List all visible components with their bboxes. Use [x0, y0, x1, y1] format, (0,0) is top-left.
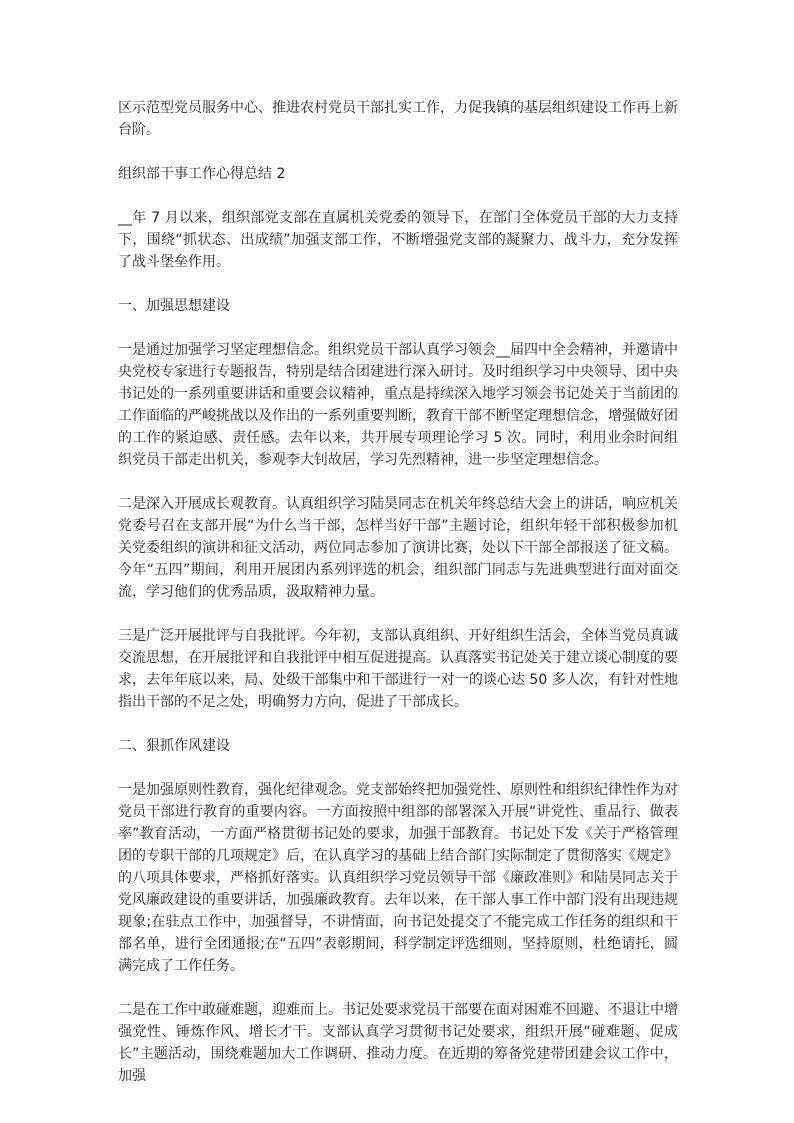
section-title: 组织部干事工作心得总结 2 — [118, 166, 286, 182]
style-paragraph-1: 一是加强原则性教育，强化纪律观念。党支部始终把加强党性、原则性和组织纪律性作为对党员干部进行教育的重要内容。一方面按照中组部的部署深入开展“讲党性、重品行、做表率”教育活动，一方面严格贯彻书记处的要求，加强干部教育。书记处下发《关于严格管理团的专职干部的几项规定》后，在认真学习的基础上结合部门实际制定了贯彻落实《规定》的八项具体要求，严格抓好落实。认真组织学习党员领导干部《廉政准则》和陆昊同志关于党风廉政建设的重要讲话，加强廉政教育。去年以来，在干部人事工作中部门没有出现违规现象;在驻点工作中，加强督导，不讲情面，向书记处提交了不能完成工作任务的组织和干部名单，进行全团通报;在“五四”表彰期间，科学制定评选细则，坚持原则，杜绝请托，圆满完成了工作任务。 — [118, 782, 678, 974]
ideology-paragraph-3: 三是广泛开展批评与自我批评。今年初，支部认真组织、开好组织生活会，全体当党员真诚交流思想，在开展批评和自我批评中相互促进提高。认真落实书记处关于建立谈心制度的要求，去年年底以来，局、处级干部集中和干部进行一对一的谈心达 50 多人次，有针对性地指出干部的不足之处，明确努力方向，促进了干部成长。 — [118, 628, 678, 710]
style-paragraph-2: 二是在工作中敢碰难题，迎难而上。书记处要求党员干部要在面对困难不回避、不退让中增强党性、锤炼作风、增长才干。支部认真学习贯彻书记处要求，组织开展“碰难题、促成长”主题活动，围绕难题加大工作调研、推动力度。在近期的筹备党建带团建会议工作中，加强 — [118, 1002, 678, 1084]
intro-paragraph: 区示范型党员服务中心、推进农村党员干部扎实工作，力促我镇的基层组织建设工作再上新台阶。 — [118, 100, 678, 138]
section-heading-ideology: 一、加强思想建设 — [118, 298, 230, 314]
summary-paragraph: __年 7 月以来，组织部党支部在直属机关党委的领导下，在部门全体党员干部的大力支持下，围绕“抓状态、出成绩”加强支部工作，不断增强党支部的凝聚力、战斗力，充分发挥了战斗堡垒作用。 — [118, 210, 678, 270]
ideology-paragraph-1: 一是通过加强学习坚定理想信念。组织党员干部认真学习领会__届四中全会精神，并邀请中央党校专家进行专题报告，特别是结合团建进行深入研讨。及时组织学习中央领导、团中央书记处的一系列重要讲话和重要会议精神，重点是持续深入地学习领会书记处关于当前团的工作面临的严峻挑战以及作出的一系列重要判断，教育干部不断坚定理想信念，增强做好团的工作的紧迫感、责任感。去年以来，共开展专项理论学习 5 次。同时，利用业余时间组织党员干部走出机关，参观李大钊故居，学习先烈精神，进一步坚定理想信念。 — [118, 342, 678, 468]
ideology-paragraph-2: 二是深入开展成长观教育。认真组织学习陆昊同志在机关年终总结大会上的讲话，响应机关党委号召在支部开展“为什么当干部，怎样当好干部”主题讨论，组织年轻干部积极参加机关党委组织的演讲和征文活动，两位同志参加了演讲比赛，处以下干部全部报送了征文稿。今年“五四”期间，利用开展团内系列评选的机会，组织部门同志与先进典型进行面对面交流，学习他们的优秀品质，汲取精神力量。 — [118, 496, 678, 600]
document-page — [118, 97, 678, 1109]
section-heading-style: 二、狠抓作风建设 — [118, 738, 230, 754]
